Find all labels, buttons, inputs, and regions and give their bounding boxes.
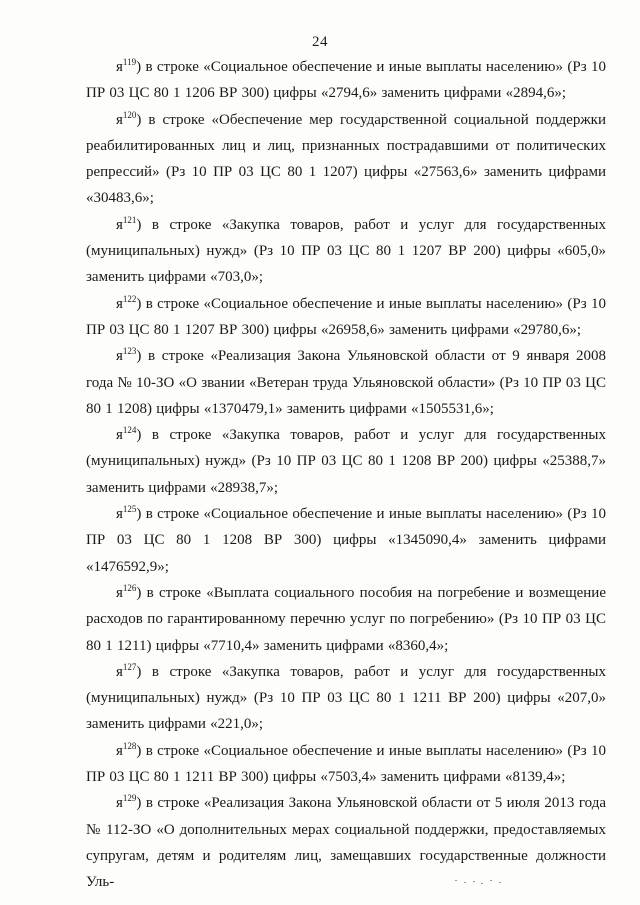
scan-specks [455,877,515,887]
scan-speck [473,881,475,882]
item-index: 120 [122,109,137,120]
amendment-item [86,580,606,659]
item-text: ) в строке «Реализация Закона Ульяновской области от 9 января 2008 года № 10-ЗО «О звании «Ветеран труда Ульяновской области» (Рз 10 ПР 03 ЦС 80 1 1208) цифры «1370479,1» заменить цифрами «1505531,6»; [86,348,606,417]
item-letter: я [116,427,123,444]
item-letter: я [116,111,123,128]
item-letter: я [116,348,123,365]
item-text: ) в строке «Социальное обеспечение и иные выплаты населению» (Рз 10 ПР 03 ЦС 80 1 1211 ВР 300) цифры «7503,4» заменить цифрами «8139,4»; [86,742,606,786]
amendment-item [86,422,606,501]
amendment-item [86,212,606,291]
item-index: 119 [122,57,137,67]
scan-speck [490,880,492,881]
item-text: ) в строке «Социальное обеспечение и иные выплаты населению» (Рз 10 ПР 03 ЦС 80 1 1208 ВР 300) цифры «1345090,4» заменить цифрами «1476592,9»; [86,506,606,575]
item-index: 121 [122,214,137,225]
item-letter: я [116,59,123,75]
item-index: 129 [122,793,137,804]
item-letter: я [116,506,123,523]
item-letter: я [116,795,123,812]
page-number: 24 [312,34,328,50]
scan-speck [481,883,483,884]
scan-speck [499,882,501,883]
amendment-item [86,54,606,107]
item-letter: я [116,663,123,680]
amendment-item [86,343,606,422]
item-letter: я [116,742,123,759]
item-text: ) в строке «Социальное обеспечение и иные выплаты населению» (Рз 10 ПР 03 ЦС 80 1 1206 ВР 300) цифры «2794,6» заменить цифрами «2894,6»; [86,59,606,102]
item-text: ) в строке «Обеспечение мер государственной социальной поддержки реабилитированных лиц и лиц, признанных пострадавшими от политических репрессий» (Рз 10 ПР 03 ЦС 80 1 1207) цифры «27563,6» заменить цифрами «30483,6»; [86,111,606,207]
item-index: 127 [122,661,137,672]
amendment-item [86,790,606,895]
item-letter: я [116,216,123,233]
amendment-item [86,738,606,791]
item-index: 128 [122,740,137,751]
item-index: 122 [122,293,137,304]
item-index: 125 [122,504,137,515]
item-text: ) в строке «Социальное обеспечение и иные выплаты населению» (Рз 10 ПР 03 ЦС 80 1 1207 ВР 300) цифры «26958,6» заменить цифрами «29780,6»; [86,295,606,338]
amendment-item [86,501,606,580]
item-text: ) в строке «Выплата социального пособия на погребение и возмещение расходов по гарантированному перечню услуг по погребению» (Рз 10 ПР 03 ЦС 80 1 1211) цифры «7710,4» заменить цифрами «8360,4»; [86,584,606,654]
item-index: 124 [122,425,137,436]
amendment-item [86,659,606,738]
item-index: 123 [122,346,137,357]
item-text: ) в строке «Закупка товаров, работ и услуг для государственных (муниципальных) нужд» (Рз 10 ПР 03 ЦС 80 1 1207 ВР 200) цифры «605,0» заменить цифрами «703,0»; [86,216,606,286]
item-text: ) в строке «Закупка товаров, работ и услуг для государственных (муниципальных) нужд» (Рз 10 ПР 03 ЦС 80 1 1211 ВР 200) цифры «207,0» заменить цифрами «221,0»; [86,663,606,733]
item-letter: я [116,584,123,601]
amendment-list [86,54,606,896]
scan-speck [455,880,457,881]
item-text: ) в строке «Реализация Закона Ульяновской области от 5 июля 2013 года № 112-ЗО «О дополнительных мерах социальной поддержки, предоставляемых супругам, детям и родителям лиц, замещавших государственные должности Уль- [86,795,606,891]
item-letter: я [116,295,123,312]
amendment-item [86,291,606,344]
scan-speck [464,882,466,883]
amendment-item [86,107,606,212]
item-index: 126 [122,582,137,593]
item-text: ) в строке «Закупка товаров, работ и услуг для государственных (муниципальных) нужд» (Рз 10 ПР 03 ЦС 80 1 1208 ВР 200) цифры «25388,7» заменить цифрами «28938,7»; [86,427,606,496]
